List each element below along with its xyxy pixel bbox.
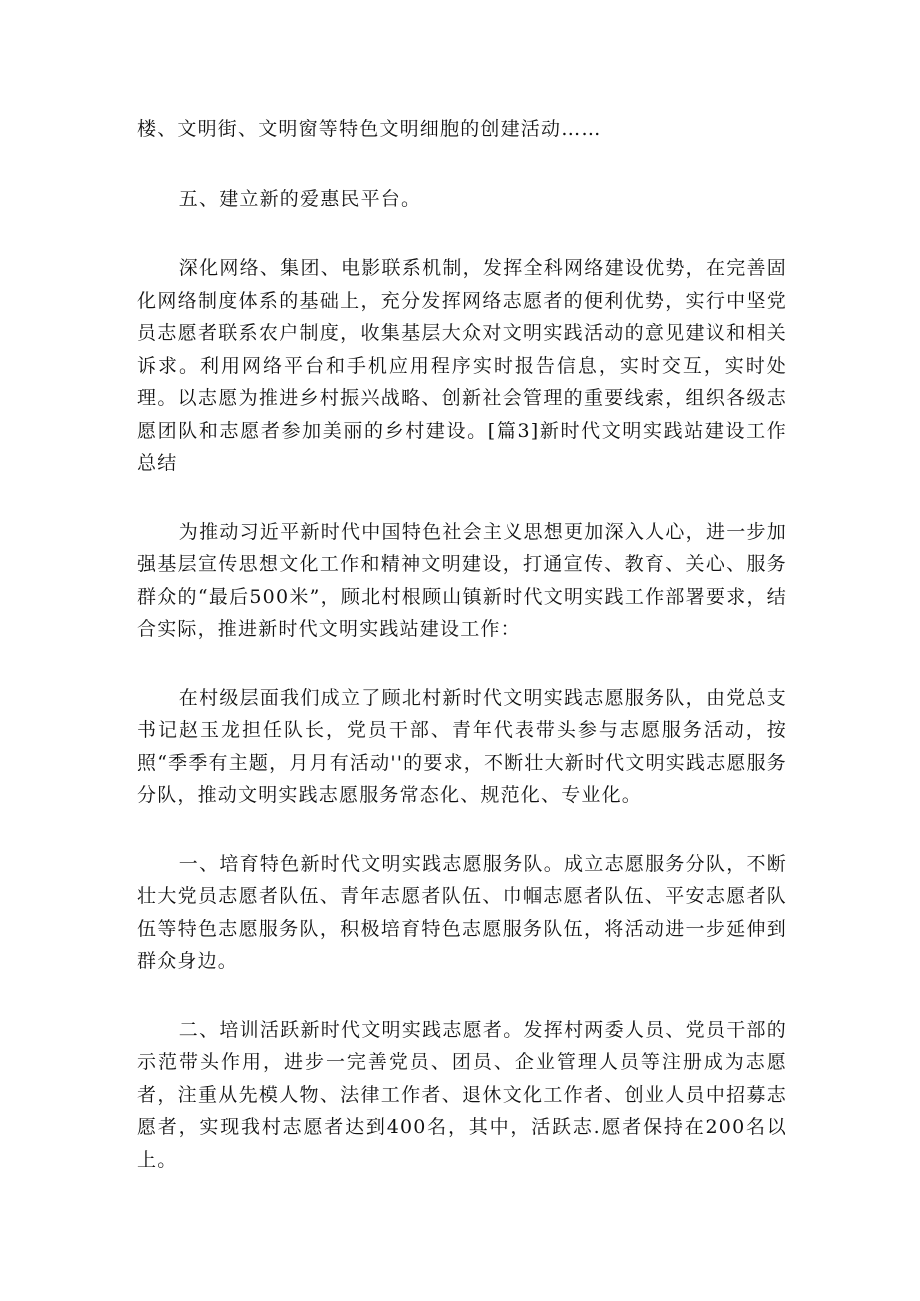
paragraph-volunteer-team: 在村级层面我们成立了顾北村新时代文明实践志愿服务队，由党总支书记赵玉龙担任队长，党员干部、青年代表带头参与志愿服务活动，按照“季季有主题，月月有活动''的要求，不断壮大新时代文明实践志愿服务分队，推动文明实践志愿服务常态化、规范化、专业化。 bbox=[137, 686, 787, 806]
paragraph-introduction: 为推动习近平新时代中国特色社会主义思想更加深入人心，进一步加强基层宣传思想文化工作和精神文明建设，打通宣传、教育、关心、服务群众的“最后500米”，顾北村根顾山镇新时代文明实践工作部署要求，结合实际，推进新时代文明实践站建设工作： bbox=[137, 520, 787, 640]
paragraph-section-two: 二、培训活跃新时代文明实践志愿者。发挥村两委人员、党员干部的示范带头作用，进步一完善党员、团员、企业管理人员等注册成为志愿者，注重从先模人物、法律工作者、退休文化工作者、创业人员中招募志愿者，实现我村志愿者达到400名，其中，活跃志.愿者保持在200名以上。 bbox=[137, 1018, 787, 1171]
paragraph-network-platform: 深化网络、集团、电影联系机制，发挥全科网络建设优势，在完善固化网络制度体系的基础上，充分发挥网络志愿者的便利优势，实行中坚党员志愿者联系农户制度，收集基层大众对文明实践活动的意见建议和相关诉求。利用网络平台和手机应用程序实时报告信息，实时交互，实时处理。以志愿为推进乡村振兴战略、创新社会管理的重要线索，组织各级志愿团队和志愿者参加美丽的乡村建设。[篇3]新时代文明实践站建设工作总结 bbox=[137, 257, 787, 474]
document-body bbox=[137, 113, 787, 1176]
paragraph-continuation: 楼、文明街、文明窗等特色文明细胞的创建活动…… bbox=[137, 118, 602, 140]
section-heading-five: 五、建立新的爱惠民平台。 bbox=[178, 187, 422, 210]
paragraph-section-one: 一、培育特色新时代文明实践志愿服务队。成立志愿服务分队，不断壮大党员志愿者队伍、青年志愿者队伍、巾帼志愿者队伍、平安志愿者队伍等特色志愿服务队，积极培育特色志愿服务队伍，将活动进一步延伸到群众身边。 bbox=[137, 852, 787, 972]
